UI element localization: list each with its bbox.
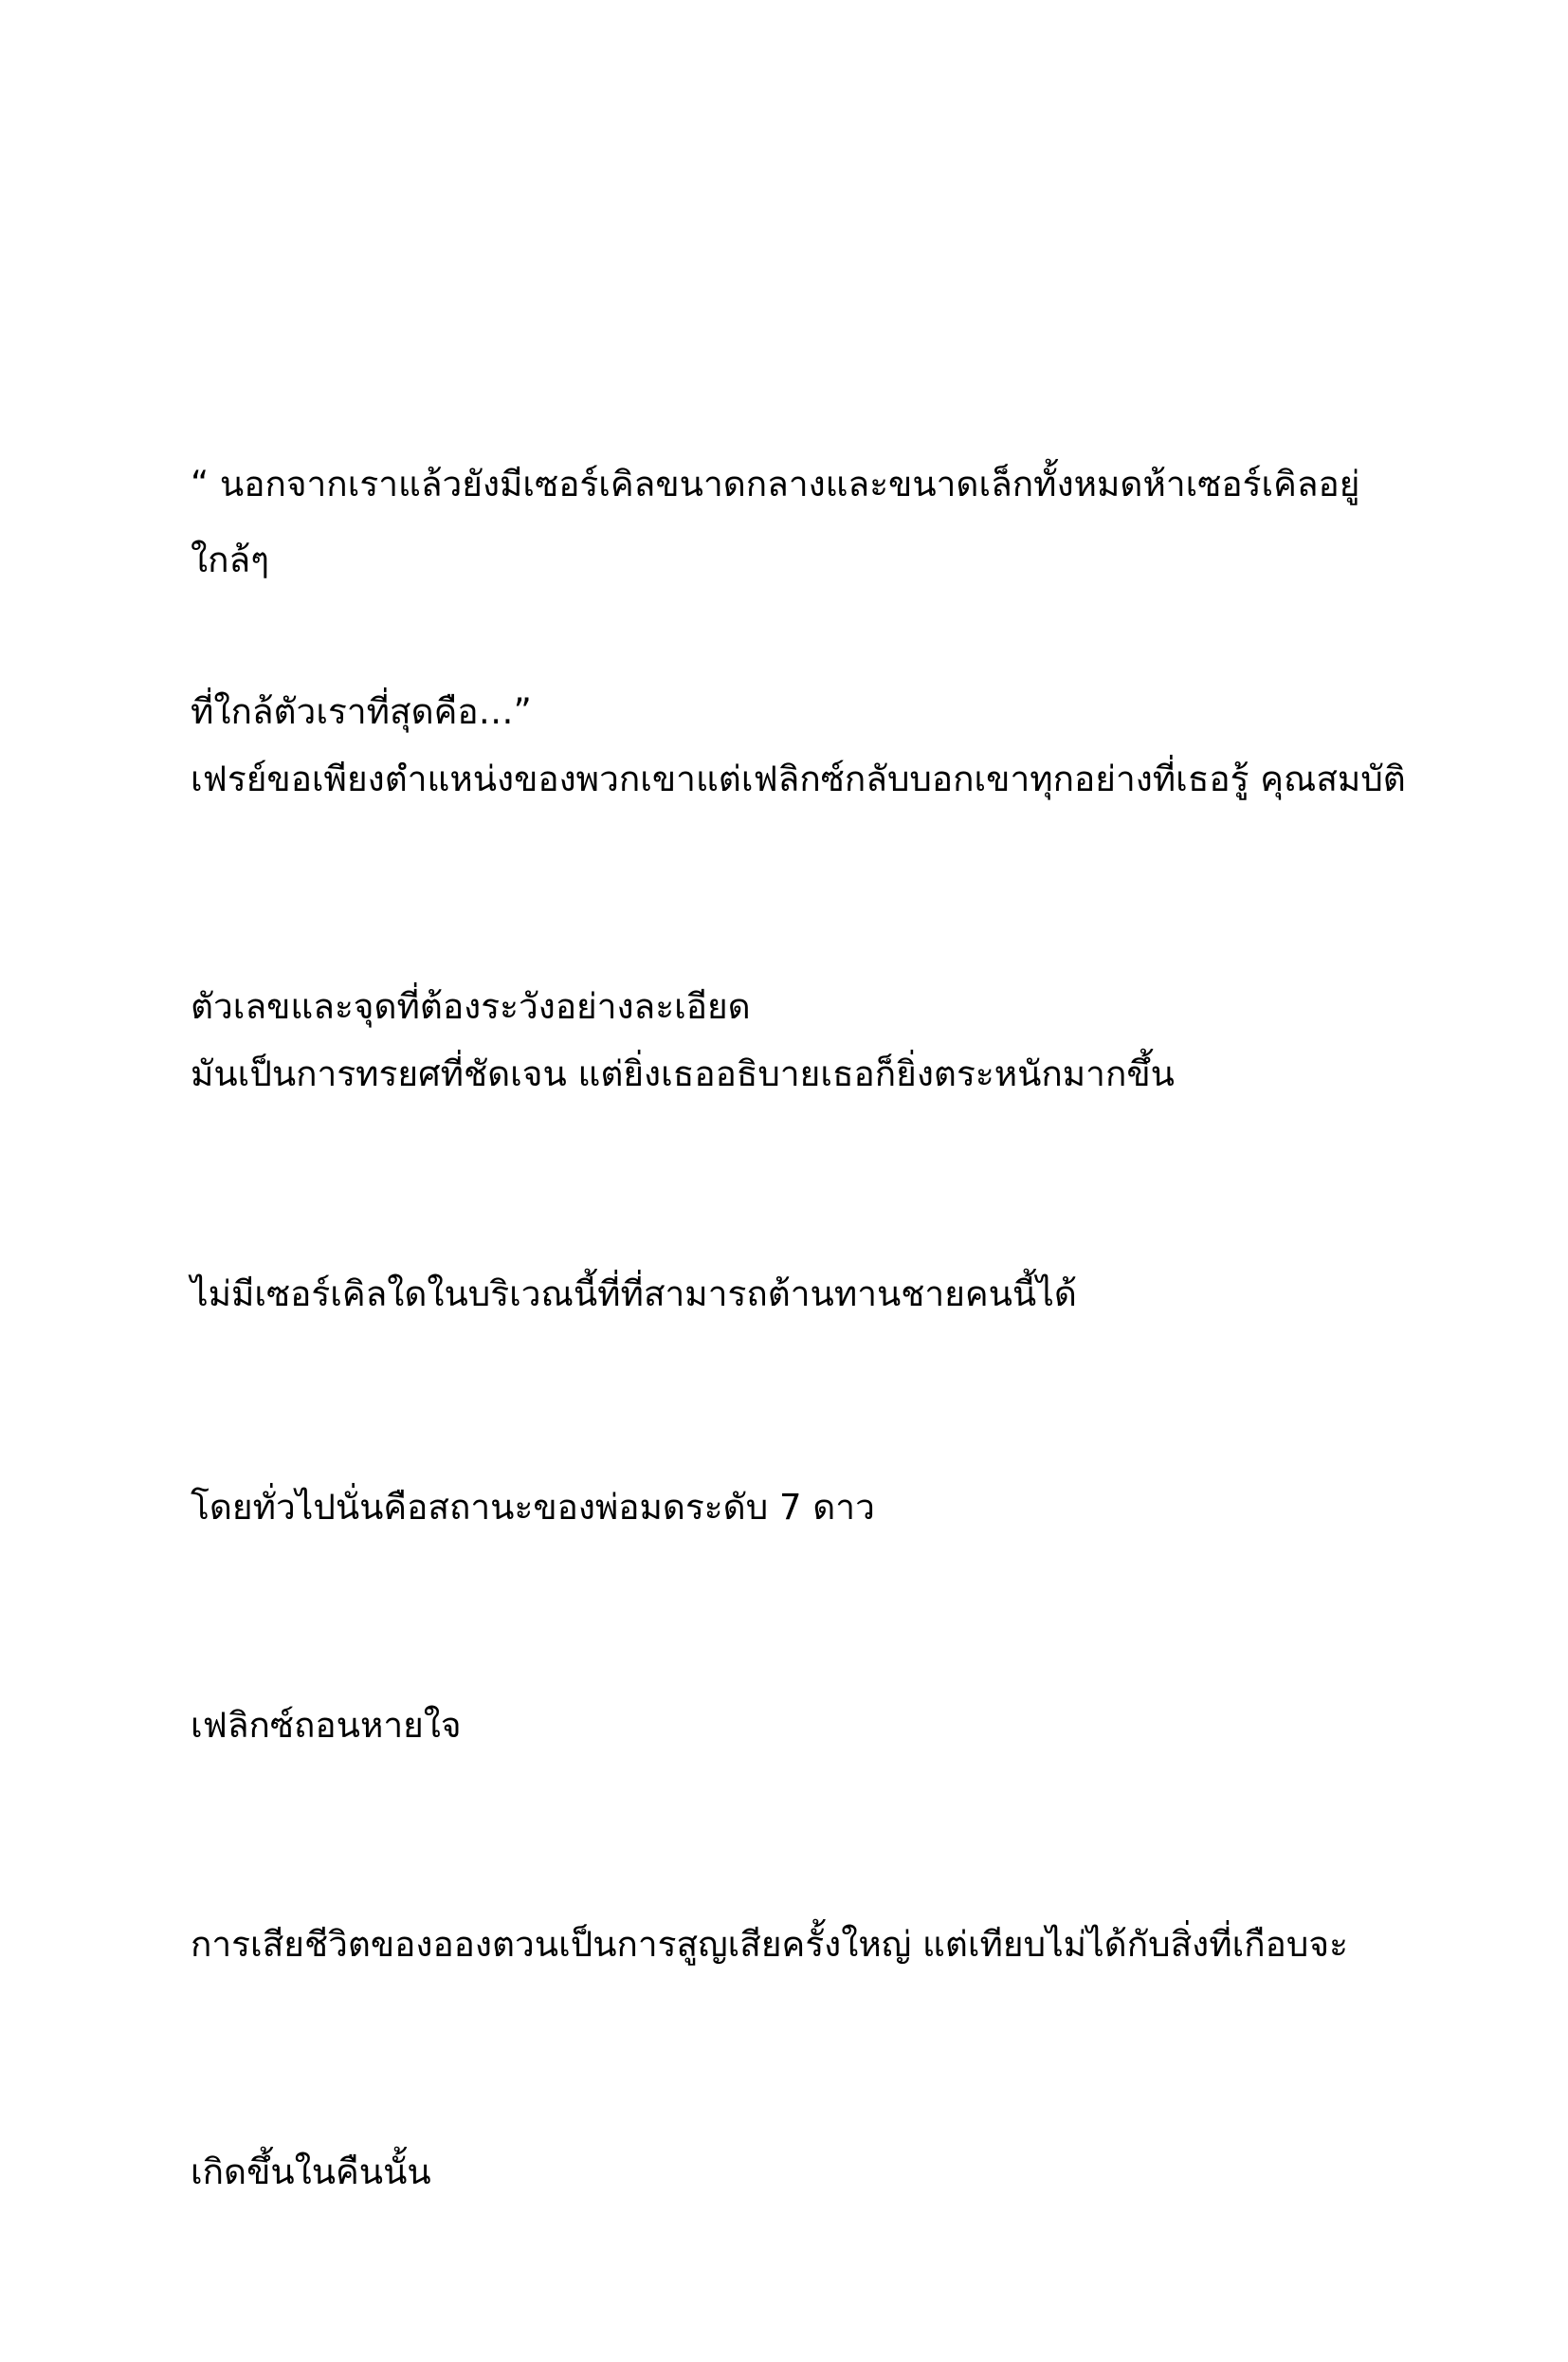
paragraph-line: โดยทั่วไปนั่นคือสถานะของพ่อมดระดับ 7 ดาว <box>191 1487 875 1528</box>
paragraph-line: การเสียชีวิตของอองตวนเป็นการสูญเสียครั้งใหญ่ แต่เทียบไม่ได้กับสิ่งที่เกือบจะ <box>191 1924 1348 1965</box>
paragraph-7 <box>191 1755 1423 2362</box>
paragraph-line: มันเป็นการทรยศที่ชัดเจน แต่ยิ่งเธออธิบายเธอก็ยิ่งตระหนักมากขึ้น <box>191 1053 1175 1094</box>
paragraph-line: เกิดขึ้นในคืนนั้น <box>191 2151 431 2192</box>
paragraph-line: เฟรย์ขอเพียงตำแหน่งของพวกเขาแต่เฟลิกซ์กลับบอกเขาทุกอย่างที่เธอรู้ คุณสมบัติ <box>191 759 1406 799</box>
paragraph-line: ที่ใกล้ตัวเราที่สุดคือ…” <box>191 691 532 732</box>
paragraph-line: “ นอกจากเราแล้วยังมีเซอร์เคิลขนาดกลางและขนาดเล็กทั้งหมดห้าเซอร์เคิลอยู่ใกล้ๆ <box>191 464 1360 580</box>
paragraph-line: ไม่มีเซอร์เคิลใดในบริเวณนี้ที่ที่สามารถต้านทานชายคนนี้ได้ <box>191 1273 1077 1314</box>
paragraph-line: ตัวเลขและจุดที่ต้องระวังอย่างละเอียด <box>191 986 751 1027</box>
paragraph-line: เฟลิกซ์ถอนหายใจ <box>191 1705 462 1746</box>
